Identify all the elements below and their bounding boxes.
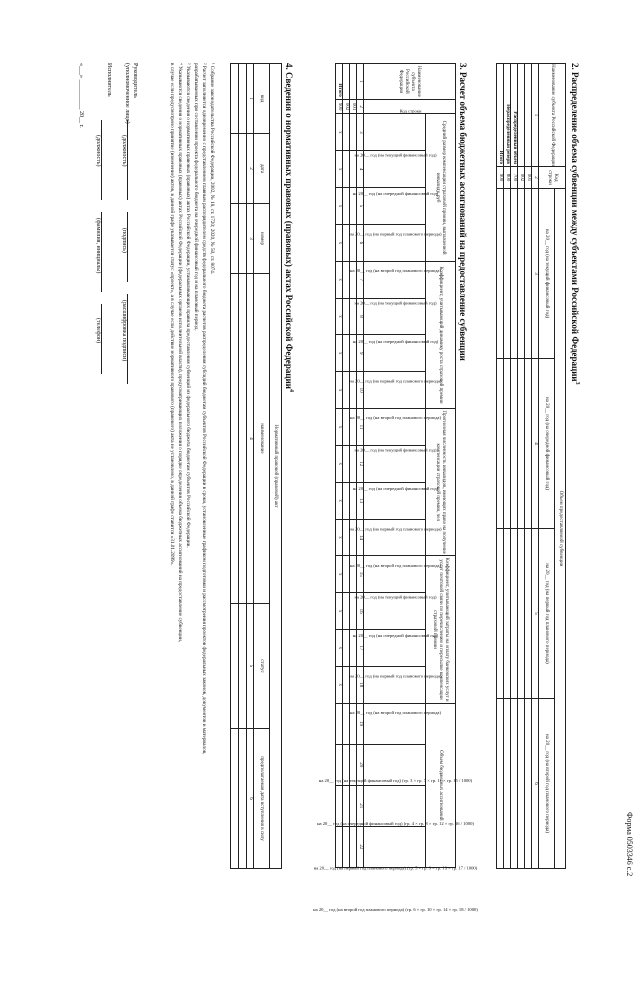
s3-x-mark: x — [336, 593, 343, 630]
s3-x-mark: x — [336, 409, 343, 446]
s4-colnums-row — [247, 64, 254, 869]
s3-colnum: 4 — [357, 151, 364, 188]
s2-h-next: на 20__ год (на очередной финансовый год) — [539, 359, 555, 529]
s3-h-year: на 20__ год (на очередной финансовый год) — [364, 151, 426, 188]
s3-h-g2: Коэффициент, учитывающий динамику роста страховой премии — [426, 261, 456, 408]
s3-h-g4: Коэффициент, учитывающий затраты на оплату банковских услуг и услуг почтовой связи по перечислению и пересылке компенсации страховой премии — [426, 556, 456, 703]
s2-colnum: 3 — [532, 189, 539, 359]
s2-colnum: 6 — [532, 699, 539, 869]
s3-h-formula: на 20__ год (на второй год планового периода) (гр. 6 × гр. 10 × гр. 14 × гр. 18 / 1000) — [364, 826, 426, 867]
s2-total-label: Нераспределенный резерв — [504, 64, 511, 167]
s3-h-year: на 20__ год (на первый год планового периода) — [364, 482, 426, 519]
s3-colnum: 18 — [357, 666, 364, 703]
exec-fio-caption: (фамилия, инициалы) — [95, 218, 101, 274]
s4-colnum: 2 — [247, 134, 254, 204]
s2-row — [518, 64, 525, 869]
s3-total-code: 900 — [336, 99, 343, 114]
s2-total-label: Распределенный объем — [511, 64, 518, 167]
s4-h-act: Нормативный правовой (правовой) акт — [270, 64, 282, 869]
s2-total-code: 900 — [497, 167, 504, 189]
s4-h-name: наименование — [254, 274, 270, 604]
s2-total-row — [511, 64, 518, 869]
s3-x-mark: x — [336, 261, 343, 298]
s3-x-mark: x — [336, 151, 343, 188]
s4-empty-row — [231, 64, 239, 869]
s3-h-year: на 20__ год (на текущий финансовый год) — [364, 114, 426, 151]
head-sub-label: (уполномоченное лицо) — [124, 63, 130, 124]
s4-empty-row — [239, 64, 247, 869]
s4-h-num: номер — [254, 204, 270, 274]
s4-colnum: 3 — [247, 204, 254, 274]
s3-row — [343, 64, 350, 868]
s2-h-code: Код строки — [539, 167, 566, 189]
s3-colnum: 11 — [357, 409, 364, 446]
s3-x-mark: x — [336, 114, 343, 151]
s3-total-label: Итого — [336, 64, 343, 100]
s4-colnum: 4 — [247, 274, 254, 604]
s3-colnum: 12 — [357, 445, 364, 482]
s3-x-mark: x — [336, 188, 343, 225]
head-sign-line — [127, 212, 128, 282]
s2-colnums-row — [532, 64, 539, 869]
s2-total-row — [497, 64, 504, 869]
s2-h-name: Наименование субъекта Российской Федерации — [539, 64, 566, 167]
s4-h-planned: предполагаемая дата вступления в силу — [254, 729, 270, 869]
s3-colnum: 5 — [357, 188, 364, 225]
s3-colnum: 2 — [357, 99, 364, 114]
s3-colnum: 9 — [357, 335, 364, 372]
footnote-2-cont: разрабатываемых при составлении проекта федерального бюджета на очередной финансовый год и на плановый период. — [193, 63, 199, 331]
footnote-2: ² Расчет заполняется одновременно с представлением главным распорядителем средств федерального бюджета расчетов распределения субсидий бюджетам субъектов Российской Федерации в сроки, установленные графиком подготовки и рассмотрения проектов федеральных законов, документов и материалов, — [201, 63, 207, 755]
exec-position-caption: (должность) — [95, 135, 101, 167]
s2-total-row — [504, 64, 511, 869]
s3-x-mark: x — [336, 666, 343, 703]
s3-x-mark: x — [336, 482, 343, 519]
head-decode-caption: (расшифровка подписи) — [121, 300, 127, 362]
s3-h-year: на 20__ год (на второй год планового периода) — [364, 519, 426, 556]
section3-title: 3. Расчет объема бюджетных ассигнований на предоставление субвенции — [458, 63, 468, 361]
s3-h-year: на 20__ год (на первый год планового периода) — [364, 335, 426, 372]
s2-h-p1: на 20__ год (на первый год планового периода) — [539, 529, 555, 699]
date-line: «___» __________ 20__ г. — [78, 63, 84, 128]
s3-x-mark: x — [336, 445, 343, 482]
s3-h-year: на 20__ год (на второй год планового периода) — [364, 666, 426, 703]
footnote-4: ⁴ Указываются сведения о нормативных правовых (правовых) актах Российской Федерации (федеральных органов исполнительной власти), предусматривающих положения о порядке определения объема бюджетных ассигнований на предоставление субвенции, — [177, 63, 183, 643]
s3-h-year: на 20__ год (на очередной финансовый год) — [364, 298, 426, 335]
s2-h-p2: на 20__ год (на второй год планового периода) — [539, 699, 555, 869]
s3-colnum: 13 — [357, 482, 364, 519]
exec-phone-line — [101, 304, 102, 374]
s2-row-code: 001 — [525, 167, 532, 189]
s2-row — [525, 64, 532, 869]
s2-h-cur: на 20__ год (на текущий финансовый год) — [539, 189, 555, 359]
head-label: Руководитель — [132, 63, 138, 98]
s3-h-year: на 20__ год (на текущий финансовый год) — [364, 556, 426, 593]
form-code: Форма 0503346 с.2 — [625, 812, 634, 877]
s4-h-vid: вид — [254, 64, 270, 134]
footnote-4-cont: в случае если предусмотрено принятие (изменение) актов, в данной графе указывается статус «проект», а в случае если действие нормативного правового (правового) акта не установлено, в данной графе ставится «31.01.2099». — [169, 63, 175, 566]
s3-h-year: на 20__ год (на очередной финансовый год) — [364, 593, 426, 630]
s3-h-g5: Объем бюджетных ассигнований — [426, 703, 456, 867]
s3-h-name: Наименование субъекта Российской Федерации — [364, 64, 456, 100]
s3-colnum: 7 — [357, 261, 364, 298]
s3-colnum: 21 — [357, 785, 364, 826]
s3-colnum: 14 — [357, 519, 364, 556]
s3-x-mark: x — [336, 519, 343, 556]
s2-colnum: 4 — [532, 359, 539, 529]
exec-fio-line — [101, 212, 102, 292]
s4-h-status: статус — [254, 604, 270, 729]
s4-colnum: 1 — [247, 64, 254, 134]
s3-x-mark: x — [336, 335, 343, 372]
section4-table — [230, 63, 282, 869]
s2-row-code: 002 — [518, 167, 525, 189]
footnote-3: ³ Указываются сведения о нормативных правовых (правовых) актах Российской Федерации, устанавливающих правила предоставления субвенций из федерального бюджета бюджетам субъектов Российской Федерации. — [185, 63, 191, 548]
s2-colnum: 2 — [532, 167, 539, 189]
section2-table — [496, 63, 566, 869]
s3-h-year: на 20__ год (на второй год планового периода) — [364, 372, 426, 409]
s3-x-mark: x — [336, 298, 343, 335]
s3-h-g1: Средний размер компенсации страховой премии, выплаченной инвалиду, руб — [426, 114, 456, 261]
head-sign-caption: (подпись) — [121, 228, 127, 253]
s2-h-volume: Объем предоставляемой субвенции — [555, 189, 566, 869]
s2-colnum: 1 — [532, 64, 539, 167]
s3-colnums-row — [357, 64, 364, 868]
s3-colnum: 8 — [357, 298, 364, 335]
s3-h-formula: на 20__ год (на очередной финансовый год) (гр. 4 × гр. 8 × гр. 12 × гр. 16 / 1000) — [364, 744, 426, 785]
head-position-line — [127, 120, 128, 200]
s3-x-mark: x — [336, 224, 343, 261]
s3-row-code: 002 — [343, 99, 350, 114]
s3-colnum: 15 — [357, 556, 364, 593]
s3-h-formula: на 20__ год (на текущий финансовый год) (гр. 3 × гр. 7 × гр. 11 × гр. 15 / 1000) — [364, 703, 426, 744]
s3-colnum: 22 — [357, 826, 364, 867]
section2-title: 2. Распределение объема субвенции между субъектами Российской Федерации$^3$ — [570, 63, 580, 385]
s4-colnum: 6 — [247, 729, 254, 869]
s3-colnum: 6 — [357, 224, 364, 261]
s3-row-code: 001 — [350, 99, 357, 114]
s3-total-row — [336, 64, 343, 868]
s4-h-date: дата — [254, 134, 270, 204]
head-position-caption: (должность) — [121, 135, 127, 167]
s3-h-year: на 20__ год (на второй год планового периода) — [364, 224, 426, 261]
exec-phone-caption: (телефон) — [95, 318, 101, 344]
section4-title: 4. Сведения о нормативных правовых (правовых) актах Российской Федерации$^4$ — [284, 63, 294, 392]
s3-h-year: на 20__ год (на первый год планового периода) — [364, 188, 426, 225]
s3-h-code: Код строки — [364, 99, 456, 114]
executor-label: Исполнитель — [106, 63, 112, 97]
s3-colnum: 19 — [357, 703, 364, 744]
s2-total-label: Итого — [497, 64, 504, 167]
exec-position-line — [101, 120, 102, 200]
s3-colnum: 3 — [357, 114, 364, 151]
footnote-1: ¹ Собрание законодательства Российской Федерации, 2002, № 18, ст. 1720; 2020, № 50, ст. 8074. — [209, 63, 215, 275]
s3-h-year: на 20__ год (на текущий финансовый год) — [364, 409, 426, 446]
s3-colnum: 10 — [357, 372, 364, 409]
s3-h-year: на 20__ год (на текущий финансовый год) — [364, 261, 426, 298]
s2-total-code: 800 — [504, 167, 511, 189]
s3-row — [350, 64, 357, 868]
s3-colnum: 16 — [357, 593, 364, 630]
s4-colnum: 5 — [247, 604, 254, 729]
s3-colnum: 20 — [357, 744, 364, 785]
s3-x-mark: x — [336, 372, 343, 409]
s3-colnum: 1 — [357, 64, 364, 100]
s3-h-year: на 20__ год (на первый год планового периода) — [364, 630, 426, 667]
head-decode-line — [127, 294, 128, 384]
s3-x-mark: x — [336, 630, 343, 667]
s3-h-g3: Прогнозная численность инвалидов, имеющих право на получение компенсации страховой премии, чел — [426, 409, 456, 556]
s2-total-code: 700 — [511, 167, 518, 189]
s3-h-year: на 20__ год (на очередной финансовый год) — [364, 445, 426, 482]
s2-colnum: 5 — [532, 529, 539, 699]
s3-h-formula: на 20__ год (на первый год планового периода) (гр. 5 × гр. 9 × гр. 13 × гр. 17 / 1000) — [364, 785, 426, 826]
s3-colnum: 17 — [357, 630, 364, 667]
s3-x-mark: x — [336, 556, 343, 593]
